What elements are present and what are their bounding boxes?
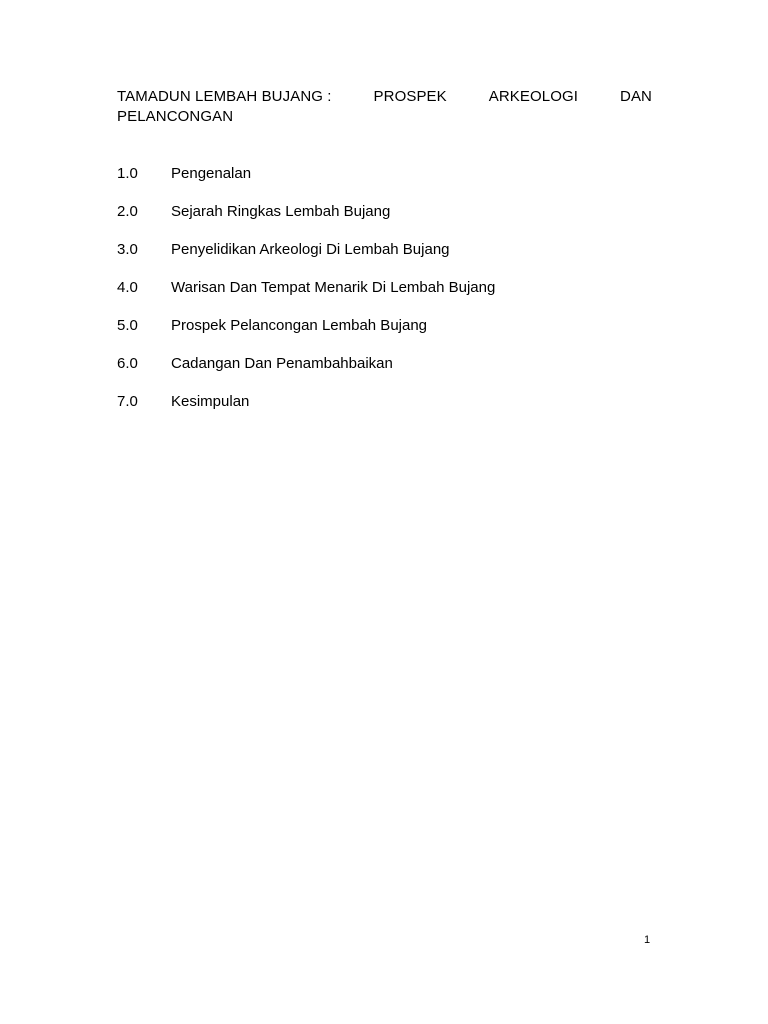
toc-item-number: 2.0 — [117, 203, 138, 220]
toc-item-number: 4.0 — [117, 279, 138, 296]
toc-item-number: 1.0 — [117, 165, 138, 182]
toc-item-label: Sejarah Ringkas Lembah Bujang — [171, 203, 391, 220]
title-line-2: PELANCONGAN — [117, 108, 234, 125]
toc-item — [117, 202, 657, 240]
toc-item — [117, 164, 657, 202]
title-word: PROSPEK — [373, 88, 447, 105]
toc-item — [117, 354, 657, 392]
document-title — [117, 87, 652, 127]
title-word: DAN — [620, 88, 652, 105]
page-number: 1 — [644, 934, 651, 946]
toc-item-label: Kesimpulan — [171, 393, 250, 410]
toc-item-label: Pengenalan — [171, 165, 252, 182]
toc-item-number: 6.0 — [117, 355, 138, 372]
table-of-contents — [117, 164, 657, 430]
toc-item-number: 5.0 — [117, 317, 138, 334]
title-word: ARKEOLOGI — [488, 88, 579, 105]
toc-item — [117, 240, 657, 278]
toc-item-label: Cadangan Dan Penambahbaikan — [171, 355, 393, 372]
toc-item-number: 3.0 — [117, 241, 138, 258]
toc-item-label: Warisan Dan Tempat Menarik Di Lembah Bujang — [171, 279, 496, 296]
toc-item — [117, 278, 657, 316]
title-line-1 — [117, 87, 652, 107]
toc-item — [117, 392, 657, 430]
toc-item-label: Prospek Pelancongan Lembah Bujang — [171, 317, 428, 334]
toc-item-label: Penyelidikan Arkeologi Di Lembah Bujang — [171, 241, 450, 258]
toc-item — [117, 316, 657, 354]
toc-item-number: 7.0 — [117, 393, 138, 410]
title-word: TAMADUN LEMBAH BUJANG : — [117, 88, 332, 105]
